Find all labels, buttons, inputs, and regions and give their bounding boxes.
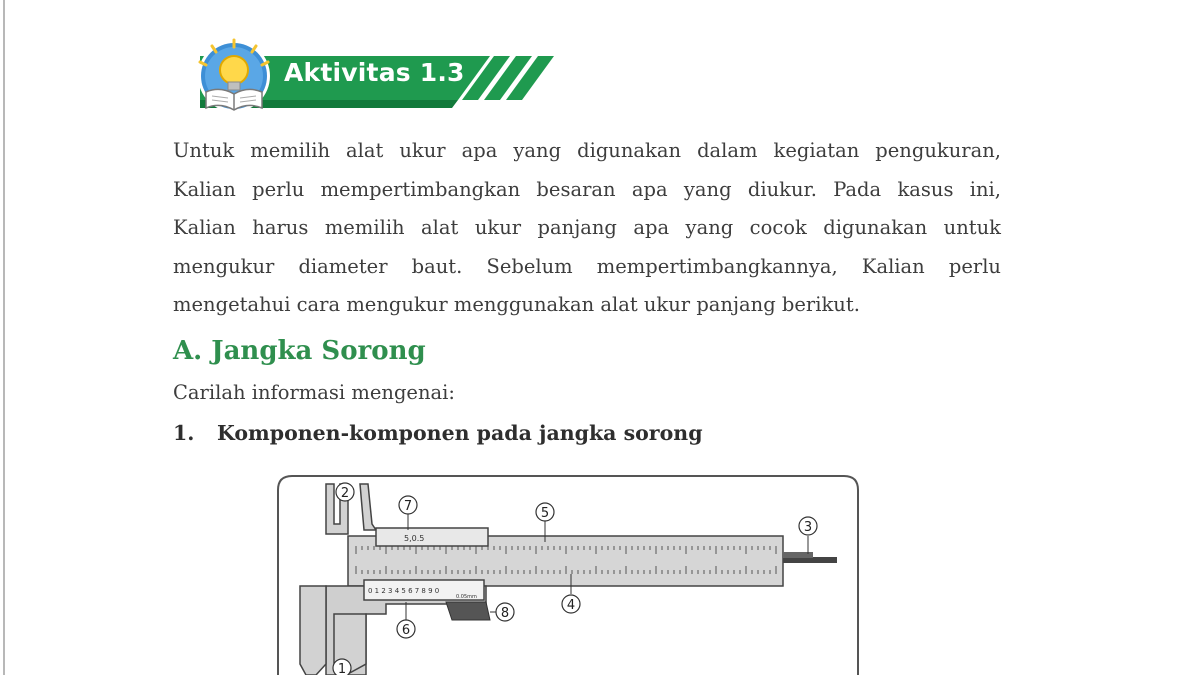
paragraph-line: Kalian harus memilih alat ukur panjang apa yang cocok digunakan untuk	[173, 216, 1001, 240]
svg-text:3: 3	[803, 520, 813, 535]
svg-text:6: 6	[401, 623, 411, 638]
body-paragraph	[173, 132, 1001, 325]
list-item-number: 1.	[173, 421, 195, 445]
vernier-digits: 0 1 2 3 4 5 6 7 8 9 0	[368, 587, 440, 595]
label-8	[496, 603, 514, 621]
svg-text:1: 1	[337, 662, 347, 675]
intro-text: Carilah informasi mengenai:	[173, 381, 455, 404]
activity-title: Aktivitas 1.3	[284, 58, 465, 87]
label-6	[397, 620, 415, 638]
svg-text:5,0.5: 5,0.5	[404, 534, 425, 543]
svg-text:2: 2	[340, 486, 350, 501]
paragraph-line: mengukur diameter baut. Sebelum mempertimbangkannya, Kalian perlu	[173, 254, 1001, 278]
svg-text:5: 5	[540, 506, 550, 521]
svg-text:8: 8	[500, 606, 510, 621]
label-7	[399, 496, 417, 514]
label-2	[336, 483, 354, 501]
label-1	[333, 659, 351, 675]
paragraph-line: Kalian perlu mempertimbangkan besaran apa yang diukur. Pada kasus ini,	[173, 177, 1001, 201]
list-item-text: Komponen-komponen pada jangka sorong	[217, 421, 703, 445]
section-title: A. Jangka Sorong	[173, 336, 426, 366]
paragraph-line: Untuk memilih alat ukur apa yang digunakan dalam kegiatan pengukuran,	[173, 139, 1001, 162]
label-3	[799, 517, 817, 535]
list-item	[173, 421, 703, 445]
lock-knob	[446, 602, 490, 620]
page-edge-line	[3, 0, 5, 675]
svg-text:4: 4	[566, 598, 576, 613]
caliper-figure	[276, 474, 860, 675]
vernier-unit: 0.05mm	[456, 594, 477, 600]
lightbulb-book-icon	[198, 40, 270, 112]
paragraph-line: mengetahui cara mengukur menggunakan alat ukur panjang berikut.	[173, 293, 860, 317]
svg-text:7: 7	[403, 499, 413, 514]
label-5	[536, 503, 554, 521]
label-4	[562, 595, 580, 613]
